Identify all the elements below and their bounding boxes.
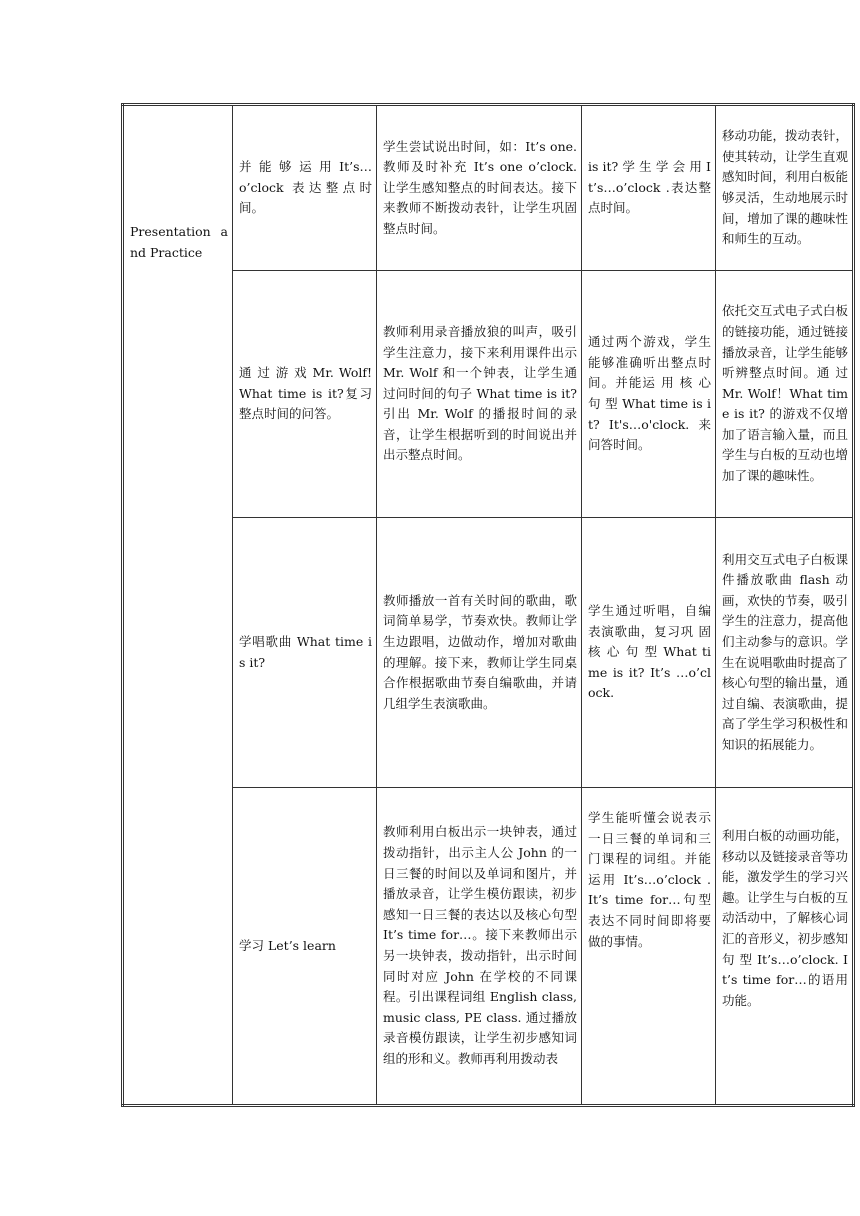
teacher-activity-cell [377,518,582,788]
design-intent-text: 移动功能，拨动表针，使其转动，让学生直观感知时间，利用白板能够灵活，生动地展示时间，增加了课的趣味性和师生的互动。 [722,128,848,247]
student-activity-text: 学生通过听唱，自编表演歌曲，复习巩 固 核 心 句 型 What time is it? It’s …o’clock. [588,603,711,701]
table-row [123,271,854,518]
stage-label: Presentation and Practice [130,224,228,260]
teacher-activity-text: 教师利用白板出示一块钟表，通过拨动指针，出示主人公 John 的一日三餐的时间以及单词和图片，并播放录音，让学生模仿跟读，初步感知一日三餐的表达以及核心句型 It’s time for…。接下来教师出示另一块钟表，拨动指针，出示时间同时对应 John 在学校的不同课程。引出课程词组 English class, music class, PE class. 通过播放录音模仿跟读，让学生初步感知词组的形和义。教师再利用拨动表 [383,824,577,1066]
goal-cell [233,518,377,788]
student-activity-text: is it? 学 生 学 会 用 It’s…o’clock .表达整点时间。 [588,159,711,216]
goal-text: 通 过 游 戏 Mr. Wolf! What time is it?复习整点时间的问答。 [239,365,372,422]
goal-text: 学唱歌曲 What time is it? [239,633,372,670]
teacher-activity-cell [377,105,582,271]
goal-cell [233,105,377,271]
student-activity-cell [582,788,716,1106]
student-activity-text: 通过两个游戏，学生能够准确听出整点时间。并能运 用 核 心 句 型 What time is it? It's…o'clock. 来 问答时间。 [588,334,711,453]
student-activity-text: 学生能听懂会说表示一日三餐的单词和三门课程的词组。并能运用 It’s…o’clock . It’s time for…句型表达不同时间即将要做的事情。 [588,810,711,949]
design-intent-cell [716,788,854,1106]
student-activity-cell [582,105,716,271]
design-intent-cell [716,271,854,518]
design-intent-cell [716,518,854,788]
table-row [123,788,854,1106]
design-intent-cell [716,105,854,271]
lesson-plan-table [121,103,855,1107]
design-intent-text: 依托交互式电子式白板的链接功能，通过链接播放录音，让学生能够听辨整点时间。通 过 Mr. Wolf！What time is it? 的游戏不仅增加了语言输入量，而且学生与白板的互动也增加了课的趣味性。 [722,303,848,484]
teacher-activity-text: 教师播放一首有关时间的歌曲，歌词简单易学，节奏欢快。教师让学生边跟唱，边做动作，增加对歌曲的理解。接下来，教师让学生同桌合作根据歌曲节奏自编歌曲，并请几组学生表演歌曲。 [383,592,577,711]
student-activity-cell [582,518,716,788]
goal-text: 并 能 够 运 用 It’s…o’clock 表达整点时间。 [239,159,372,216]
student-activity-cell [582,271,716,518]
goal-cell [233,788,377,1106]
design-intent-text: 利用白板的动画功能，移动以及链接录音等功能，激发学生的学习兴趣。让学生与白板的互动活动中，了解核心词汇的音形义，初步感知句 型 It’s…o’clock. It’s time for…的语用功能。 [722,828,848,1008]
teacher-activity-cell [377,271,582,518]
teacher-activity-cell [377,788,582,1106]
goal-cell [233,271,377,518]
goal-text: 学习 Let’s learn [239,937,336,953]
table-row [123,105,854,271]
teacher-activity-text: 学生尝试说出时间，如：It’s one. 教师及时补充 It’s one o’clock. 让学生感知整点的时间表达。接下来教师不断拨动表针，让学生巩固整点时间。 [383,138,577,236]
teacher-activity-text: 教师利用录音播放狼的叫声，吸引学生注意力，接下来利用课件出示 Mr. Wolf 和一个钟表，让学生通过问时间的句子 What time is it?引出 Mr. Wolf 的播报时间的录音，让学生根据听到的时间说出并出示整点时间。 [383,323,577,463]
stage-label-cell [123,105,233,1106]
table-row [123,518,854,788]
design-intent-text: 利用交互式电子白板课件播放歌曲 flash 动画，欢快的节奏，吸引学生的注意力，提高他们主动参与的意识。学生在说唱歌曲时提高了核心句型的输出量，通过自编、表演歌曲，提高了学生学习积极性和知识的拓展能力。 [722,551,848,752]
